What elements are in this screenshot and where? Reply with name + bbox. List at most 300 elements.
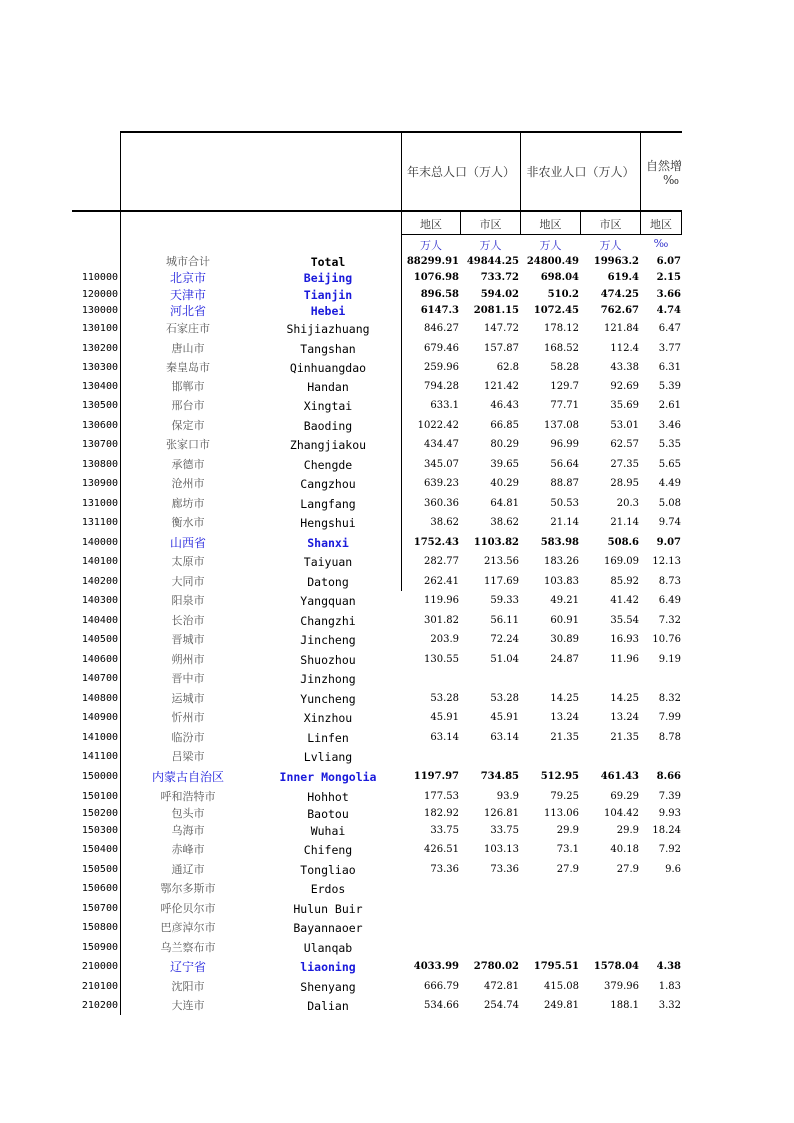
total-population-region: 53.28 [430,693,459,704]
region-code: 150800 [81,922,118,933]
city-name-chinese: 呼和浩特市 [160,790,216,803]
total-population-region: 262.41 [424,576,459,587]
city-name-english: Dalian [307,999,349,1013]
natural-growth-rate: 9.74 [658,517,681,528]
city-name-chinese: 忻州市 [171,711,205,724]
total-population-region: 426.51 [424,844,459,855]
natural-growth-rate: 6.07 [656,256,681,267]
nonagricultural-population-city: 41.42 [610,595,639,606]
region-code: 140900 [81,712,118,723]
nonagricultural-population-region: 21.35 [550,732,579,743]
region-code: 150600 [81,883,118,894]
natural-growth-rate: 8.66 [656,771,681,782]
city-name-chinese: 赤峰市 [171,843,205,856]
natural-growth-rate: 1.83 [658,981,681,992]
total-population-region: 63.14 [430,732,459,743]
total-population-region: 282.77 [424,556,459,567]
city-name-chinese: 城市合计 [166,255,210,268]
total-population-city: 38.62 [490,517,519,528]
nonagricultural-population-region: 1795.51 [533,961,579,972]
nonagricultural-population-city: 112.4 [610,343,639,354]
city-name-chinese: 临汾市 [171,731,205,744]
table-row [0,691,794,707]
region-code: 130400 [81,381,118,392]
natural-growth-rate: 8.78 [658,732,681,743]
nonagricultural-population-city: 21.14 [610,517,639,528]
nonagricultural-population-city: 35.54 [610,615,639,626]
city-name-english: Datong [307,575,349,589]
natural-growth-rate: 9.93 [658,808,681,819]
total-population-city: 80.29 [490,439,519,450]
nonagricultural-population-city: 62.57 [610,439,639,450]
city-name-chinese: 承德市 [171,458,205,471]
natural-growth-rate: 10.76 [652,634,681,645]
total-population-city: 73.36 [490,864,519,875]
table-row [0,418,794,434]
city-name-chinese: 张家口市 [166,438,210,451]
total-population-region: 4033.99 [413,961,459,972]
nonagricultural-population-region: 50.53 [550,498,579,509]
natural-growth-rate: 3.77 [658,343,681,354]
total-population-region: 182.92 [424,808,459,819]
nonagricultural-population-city: 169.09 [604,556,639,567]
subheader-city-2: 市区 [599,218,622,231]
region-code: 210200 [81,1000,118,1011]
total-population-city: 59.33 [490,595,519,606]
city-name-chinese: 巴彦淖尔市 [160,921,216,934]
natural-growth-rate: 8.32 [658,693,681,704]
natural-growth-rate: 12.13 [652,556,681,567]
nonagricultural-population-city: 21.35 [610,732,639,743]
city-name-chinese: 乌海市 [171,824,205,837]
region-code: 110000 [81,272,118,283]
city-name-english: Wuhai [310,824,346,838]
total-population-region: 534.66 [424,1000,459,1011]
nonagricultural-population-region: 13.24 [550,712,579,723]
city-name-chinese: 沈阳市 [171,980,205,993]
subheader-region-2: 地区 [539,218,562,231]
natural-growth-rate: 7.99 [658,712,681,723]
table-row [0,940,794,956]
total-population-city: 2780.02 [473,961,519,972]
total-population-city: 594.02 [480,289,519,300]
city-name-chinese: 衡水市 [171,516,205,529]
nonagricultural-population-region: 58.28 [550,362,579,373]
table-row [0,360,794,376]
total-population-region: 896.58 [420,289,459,300]
nonagricultural-population-region: 415.08 [544,981,579,992]
natural-growth-rate: 3.32 [658,1000,681,1011]
city-name-english: Jinzhong [300,672,356,686]
table-row [0,613,794,629]
table-row [0,476,794,492]
natural-growth-rate: 9.6 [665,864,681,875]
table-row [0,998,794,1014]
region-code: 140800 [81,693,118,704]
total-population-region: 259.96 [424,362,459,373]
nonagricultural-population-city: 27.35 [610,459,639,470]
natural-growth-rate: 6.47 [658,323,681,334]
total-population-city: 103.13 [484,844,519,855]
unit-label: 万人 [420,239,442,252]
city-name-english: Tangshan [300,342,356,356]
region-code: 130000 [81,305,118,316]
total-population-region: 45.91 [430,712,459,723]
header-nonagricultural-population: 非农业人口（万人） [526,165,635,179]
city-name-english: Qinhuangdao [289,361,367,375]
nonagricultural-population-city: 85.92 [610,576,639,587]
unit-label: 万人 [479,239,502,252]
city-name-chinese: 运城市 [171,692,205,705]
nonagricultural-population-region: 129.7 [550,381,579,392]
nonagricultural-population-city: 92.69 [610,381,639,392]
city-name-english: Chifeng [303,843,353,857]
nonagricultural-population-city: 16.93 [610,634,639,645]
nonagricultural-population-city: 474.25 [600,289,639,300]
nonagricultural-population-region: 24800.49 [526,256,579,267]
region-code: 141000 [81,732,118,743]
city-name-chinese: 内蒙古自治区 [151,770,224,784]
total-population-city: 66.85 [490,420,519,431]
city-name-chinese: 呼伦贝尔市 [160,902,216,915]
total-population-city: 33.75 [490,825,519,836]
total-population-region: 88299.91 [406,256,459,267]
city-name-english: Bayannaoer [293,921,363,935]
city-name-chinese: 大同市 [171,575,205,588]
table-row [0,959,794,975]
city-name-chinese: 辽宁省 [169,960,206,974]
table-row [0,287,794,303]
natural-growth-rate: 2.61 [658,400,681,411]
region-code: 130600 [81,420,118,431]
nonagricultural-population-city: 619.4 [607,272,639,283]
city-name-chinese: 沧州市 [171,477,205,490]
nonagricultural-population-city: 14.25 [610,693,639,704]
total-population-city: 53.28 [490,693,519,704]
nonagricultural-population-region: 168.52 [544,343,579,354]
city-name-chinese: 保定市 [171,419,205,432]
total-population-region: 203.9 [430,634,459,645]
region-code: 210100 [81,981,118,992]
nonagricultural-population-city: 11.96 [610,654,639,665]
region-code: 140300 [81,595,118,606]
city-name-english: Chengde [303,458,353,472]
table-row [0,789,794,805]
nonagricultural-population-city: 40.18 [610,844,639,855]
total-population-city: 121.42 [484,381,519,392]
region-code: 150900 [81,942,118,953]
region-code: 130300 [81,362,118,373]
table-row [0,749,794,765]
subheader-bottom-rule [402,234,682,235]
nonagricultural-population-region: 512.95 [540,771,579,782]
city-name-chinese: 邢台市 [171,399,205,412]
table-row [0,769,794,785]
table-row [0,379,794,395]
table-row [0,842,794,858]
city-name-english: Baoding [303,419,353,433]
table-row [0,671,794,687]
natural-growth-rate: 7.92 [658,844,681,855]
natural-growth-rate: 6.49 [658,595,681,606]
table-row [0,270,794,286]
region-code: 140200 [81,576,118,587]
region-code: 130100 [81,323,118,334]
nonagricultural-population-city: 53.01 [610,420,639,431]
nonagricultural-population-region: 510.2 [547,289,579,300]
table-row [0,710,794,726]
city-name-chinese: 包头市 [171,807,205,820]
city-name-english: Tongliao [300,863,356,877]
city-name-chinese: 秦皇岛市 [166,361,210,374]
total-population-city: 39.65 [490,459,519,470]
region-code: 150200 [81,808,118,819]
header-natural-growth-unit: ‰ [662,173,680,187]
total-population-city: 213.56 [484,556,519,567]
city-name-chinese: 大连市 [171,999,205,1012]
table-row [0,632,794,648]
city-name-chinese: 通辽市 [171,863,205,876]
nonagricultural-population-region: 56.64 [550,459,579,470]
table-row [0,862,794,878]
total-population-region: 177.53 [424,791,459,802]
region-code: 130700 [81,439,118,450]
city-name-english: Xingtai [303,399,353,413]
city-name-english: Xinzhou [303,711,353,725]
nonagricultural-population-city: 27.9 [616,864,639,875]
city-name-chinese: 太原市 [171,555,205,568]
total-population-region: 301.82 [424,615,459,626]
city-name-chinese: 长治市 [171,614,205,627]
region-code: 131100 [81,517,118,528]
nonagricultural-population-region: 1072.45 [533,305,579,316]
total-population-region: 360.36 [424,498,459,509]
table-row [0,823,794,839]
unit-label: 万人 [599,239,622,252]
region-code: 210000 [81,961,118,972]
total-population-city: 147.72 [484,323,519,334]
total-population-region: 130.55 [424,654,459,665]
nonagricultural-population-region: 183.26 [544,556,579,567]
natural-growth-rate: 5.39 [658,381,681,392]
total-population-city: 254.74 [484,1000,519,1011]
natural-growth-rate: 9.07 [656,537,681,548]
city-name-chinese: 阳泉市 [171,594,205,607]
nonagricultural-population-city: 19963.2 [593,256,639,267]
header-total-population: 年末总人口（万人） [406,165,515,179]
total-population-region: 38.62 [430,517,459,528]
nonagricultural-population-region: 88.87 [550,478,579,489]
table-row [0,652,794,668]
region-code: 140400 [81,615,118,626]
region-code: 150700 [81,903,118,914]
city-name-chinese: 北京市 [169,271,206,285]
city-name-chinese: 邯郸市 [171,380,205,393]
table-row [0,554,794,570]
city-name-english: Hohhot [307,790,349,804]
city-name-english: Hengshui [300,516,356,530]
region-code: 130800 [81,459,118,470]
table-row [0,496,794,512]
city-name-english: Jincheng [300,633,356,647]
nonagricultural-population-region: 178.12 [544,323,579,334]
city-name-english: Hebei [310,304,346,318]
total-population-city: 117.69 [484,576,519,587]
nonagricultural-population-city: 508.6 [607,537,639,548]
city-name-english: liaoning [300,960,356,974]
city-name-english: Shijiazhuang [286,322,370,336]
total-population-region: 666.79 [424,981,459,992]
natural-growth-rate: 3.66 [656,289,681,300]
city-name-chinese: 山西省 [169,536,206,550]
total-population-city: 45.91 [490,712,519,723]
natural-growth-rate: 8.73 [658,576,681,587]
nonagricultural-population-city: 69.29 [610,791,639,802]
natural-growth-rate: 18.24 [652,825,681,836]
natural-growth-rate: 5.65 [658,459,681,470]
region-code: 130500 [81,400,118,411]
nonagricultural-population-region: 14.25 [550,693,579,704]
region-code: 130900 [81,478,118,489]
natural-growth-rate: 9.19 [658,654,681,665]
table-row [0,254,794,270]
nonagricultural-population-region: 249.81 [544,1000,579,1011]
total-population-region: 1752.43 [413,537,459,548]
total-population-city: 126.81 [484,808,519,819]
nonagricultural-population-city: 762.67 [600,305,639,316]
total-population-city: 40.29 [490,478,519,489]
nonagricultural-population-region: 21.14 [550,517,579,528]
region-code: 140600 [81,654,118,665]
subheader-city-1: 市区 [479,218,502,231]
total-population-region: 434.47 [424,439,459,450]
natural-growth-rate: 5.35 [658,439,681,450]
table-row [0,321,794,337]
natural-growth-rate: 5.08 [658,498,681,509]
city-name-english: Ulanqab [303,941,353,955]
city-name-english: Shanxi [307,536,349,550]
total-population-region: 679.46 [424,343,459,354]
city-name-chinese: 天津市 [169,288,206,302]
total-population-city: 157.87 [484,343,519,354]
city-name-chinese: 吕梁市 [171,750,205,763]
table-row [0,979,794,995]
total-population-city: 2081.15 [473,305,519,316]
city-name-chinese: 晋中市 [171,672,205,685]
city-name-english: Linfen [307,731,349,745]
city-name-english: Yuncheng [300,692,356,706]
total-population-city: 46.43 [490,400,519,411]
total-population-region: 6147.3 [420,305,459,316]
region-code: 141100 [81,751,118,762]
header-bottom-rule [72,210,682,212]
subheader-region-3: 地区 [650,218,672,231]
total-population-region: 633.1 [430,400,459,411]
city-name-english: Cangzhou [300,477,356,491]
nonagricultural-population-region: 103.83 [544,576,579,587]
subheader-region-1: 地区 [420,218,442,231]
region-code: 140700 [81,673,118,684]
unit-label: 万人 [539,239,562,252]
table-row [0,341,794,357]
nonagricultural-population-region: 79.25 [550,791,579,802]
table-row [0,806,794,822]
region-code: 131000 [81,498,118,509]
nonagricultural-population-region: 49.21 [550,595,579,606]
table-row [0,901,794,917]
nonagricultural-population-region: 583.98 [540,537,579,548]
total-population-region: 1197.97 [413,771,459,782]
city-name-english: Beijing [303,271,353,285]
total-population-region: 846.27 [424,323,459,334]
region-code: 130200 [81,343,118,354]
city-name-english: Inner Mongolia [279,770,377,784]
unit-label: ‰ [653,237,669,250]
nonagricultural-population-city: 13.24 [610,712,639,723]
city-name-english: Changzhi [300,614,356,628]
total-population-region: 33.75 [430,825,459,836]
natural-growth-rate: 4.38 [656,961,681,972]
region-code: 140100 [81,556,118,567]
total-population-city: 64.81 [490,498,519,509]
table-row [0,515,794,531]
city-name-english: Handan [307,380,349,394]
region-code: 150000 [81,771,118,782]
table-row [0,920,794,936]
region-code: 140500 [81,634,118,645]
nonagricultural-population-region: 60.91 [550,615,579,626]
natural-growth-rate: 7.39 [658,791,681,802]
total-population-city: 62.8 [496,362,519,373]
city-name-english: Hulun Buir [293,902,363,916]
city-name-english: Erdos [310,882,346,896]
nonagricultural-population-city: 20.3 [616,498,639,509]
natural-growth-rate: 6.31 [658,362,681,373]
nonagricultural-population-city: 28.95 [610,478,639,489]
total-population-region: 1022.42 [417,420,459,431]
nonagricultural-population-region: 113.06 [544,808,579,819]
total-population-region: 1076.98 [413,272,459,283]
natural-growth-rate: 2.15 [656,272,681,283]
region-code: 150100 [81,791,118,802]
nonagricultural-population-city: 121.84 [604,323,639,334]
nonagricultural-population-city: 43.38 [610,362,639,373]
city-name-english: Shenyang [300,980,356,994]
nonagricultural-population-region: 77.71 [550,400,579,411]
nonagricultural-population-region: 27.9 [556,864,579,875]
table-row [0,574,794,590]
total-population-city: 93.9 [496,791,519,802]
table-row [0,457,794,473]
nonagricultural-population-city: 1578.04 [593,961,639,972]
city-name-chinese: 乌兰察布市 [160,941,216,954]
city-name-chinese: 晋城市 [171,633,205,646]
total-population-city: 56.11 [490,615,519,626]
region-code: 120000 [81,289,118,300]
natural-growth-rate: 7.32 [658,615,681,626]
nonagricultural-population-region: 29.9 [556,825,579,836]
city-name-chinese: 唐山市 [171,342,205,355]
total-population-city: 734.85 [480,771,519,782]
table-row [0,535,794,551]
city-name-english: Zhangjiakou [289,438,367,452]
city-name-english: Tianjin [303,288,353,302]
natural-growth-rate: 4.49 [658,478,681,489]
city-name-chinese: 鄂尔多斯市 [160,882,216,895]
total-population-city: 49844.25 [466,256,519,267]
total-population-city: 733.72 [480,272,519,283]
nonagricultural-population-region: 24.87 [550,654,579,665]
